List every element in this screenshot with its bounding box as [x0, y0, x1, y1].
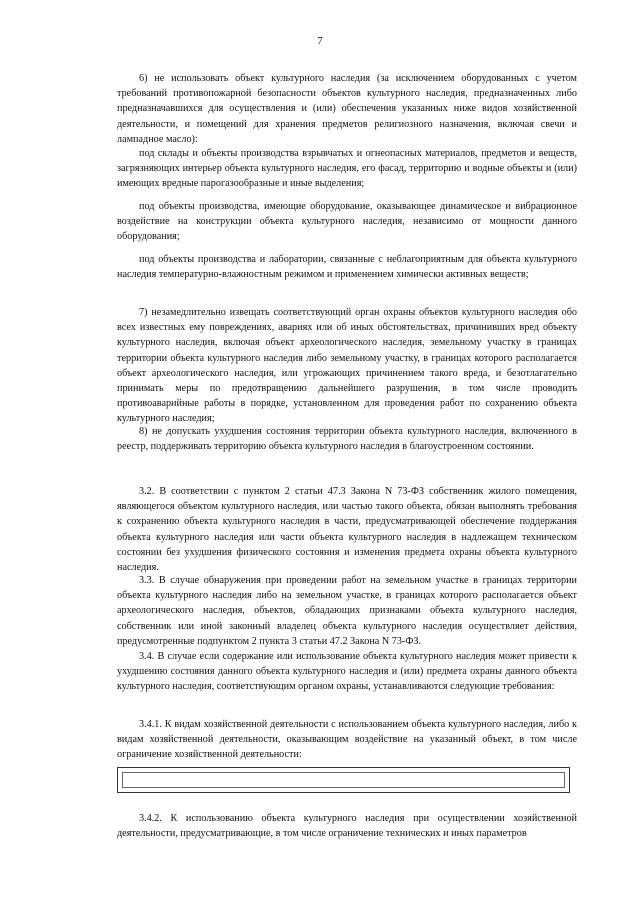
paragraph-8: 8) не допускать ухудшения состояния территории объекта культурного наследия, включенного в реестр, поддерживать территорию объекта культурного наследия в благоустроенном состоянии.	[117, 426, 577, 453]
page-number: 7	[317, 35, 323, 47]
paragraph-warehouses: под склады и объекты производства взрывчатых и огнеопасных материалов, предметов и веществ, загрязняющих интерьер объекта культурного наследия, его фасад, территорию и водные объекты и (или) имеющих вредные парогазообразные и иные выделения;	[117, 148, 577, 190]
empty-table-box	[117, 767, 570, 793]
paragraph-3-4-1: 3.4.1. К видам хозяйственной деятельности с использованием объекта культурного наследия, либо к видам хозяйственной деятельности, оказывающим воздействие на указанный объект, в том числе ограничение хозяйственной деятельности:	[117, 719, 577, 761]
paragraph-production: под объекты производства, имеющие оборудование, оказывающее динамическое и вибрационное воздействие на конструкции объекта культурного наследия, независимо от мощности данного оборудования;	[117, 201, 577, 243]
paragraph-laboratories: под объекты производства и лаборатории, связанные с неблагоприятным для объекта культурного наследия температурно-влажностным режимом и применением химически активных веществ;	[117, 254, 577, 281]
empty-table-inner	[122, 772, 565, 788]
paragraph-7: 7) незамедлительно извещать соответствующий орган охраны объектов культурного наследия обо всех известных ему повреждениях, авариях или об иных обстоятельствах, причинивших вред объекту культурного наследия, включая объект археологического наследия, земельному участку в границах территории объекта культурного наследия либо земельному участку, в границах которого располагается объект археологического наследия, или угрожающих причинением такого вреда, и безотлагательно принимать меры по предотвращению дальнейшего разрушения, в том числе проводить противоаварийные работы в порядке, установленном для проведения работ по сохранению объекта культурного наследия;	[117, 307, 577, 425]
paragraph-3-3: 3.3. В случае обнаружения при проведении работ на земельном участке в границах территории объекта культурного наследия либо на земельном участке, в границах которого располагается объект археологического наследия, объектов, обладающих признаками объекта культурного наследия, собственник или иной законный владелец объекта культурного наследия осуществляет действия, предусмотренные подпунктом 2 пункта 3 статьи 47.2 Закона N 73-ФЗ.	[117, 575, 577, 647]
paragraph-3-4-2: 3.4.2. К использованию объекта культурного наследия при осуществлении хозяйственной деятельности, предусматривающие, в том числе ограничение технических и иных параметров	[117, 813, 577, 840]
paragraph-3-4: 3.4. В случае если содержание или использование объекта культурного наследия может привести к ухудшению состояния данного объекта культурного наследия и (или) предмета охраны данного объекта культурного наследия, соответствующим органом охраны, устанавливаются следующие требования:	[117, 651, 577, 693]
paragraph-3-2: 3.2. В соответствии с пунктом 2 статьи 47.3 Закона N 73-ФЗ собственник жилого помещения, являющегося объектом культурного наследия, или частью такого объекта, обязан выполнять требования к сохранению объекта культурного наследия в части, предусматривающей обеспечение поддержания объекта культурного наследия или части объекта культурного наследия в надлежащем техническом состоянии без ухудшения физического состояния и изменения предмета охраны объекта культурного наследия.	[117, 486, 577, 574]
paragraph-6: 6) не использовать объект культурного наследия (за исключением оборудованных с учетом требований противопожарной безопасности объектов культурного наследия, предназначенных либо предназначавшихся для осуществления и (или) обеспечения указанных ниже видов хозяйственной деятельности, и помещений для хранения предметов религиозного назначения, включая свечи и лампадное масло):	[117, 73, 577, 145]
